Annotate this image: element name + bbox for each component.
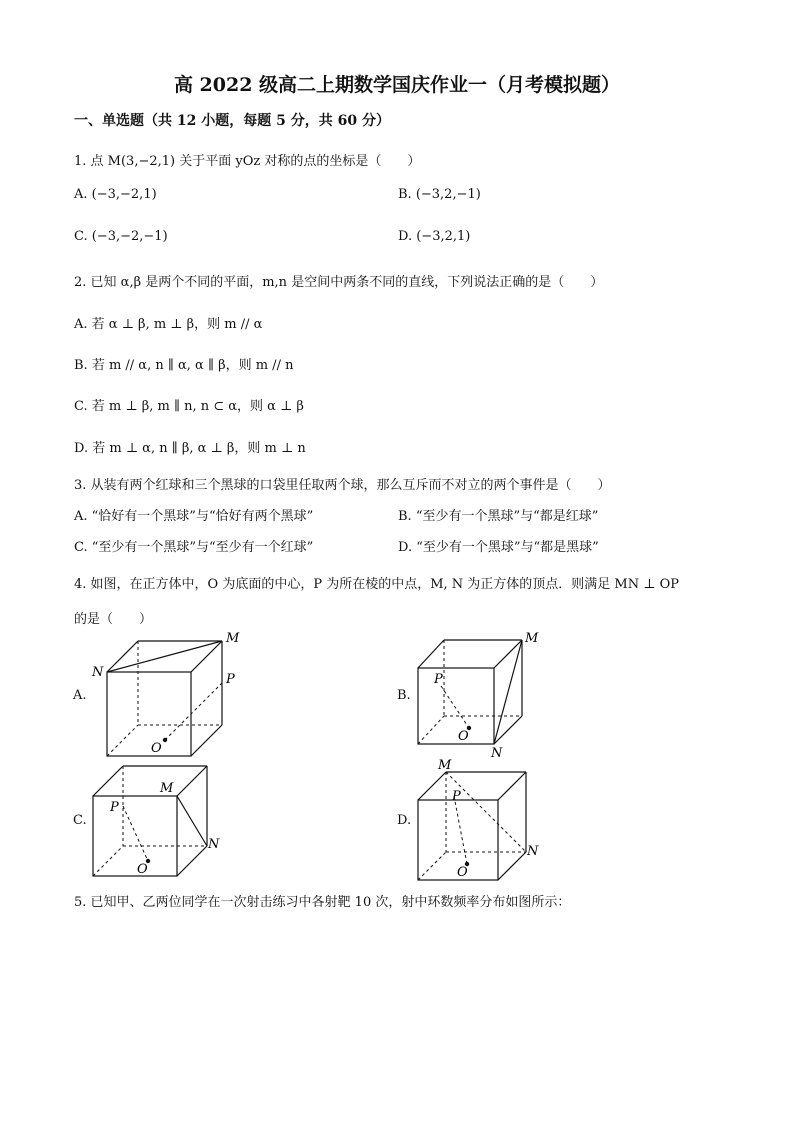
point-n-label: N [92,665,104,680]
point-m-label: M [160,781,174,796]
q4-label-c: C. [73,813,87,828]
point-o-label: O [137,862,148,877]
point-n-label: N [491,746,503,761]
q1-option-b: B. (−3,2,−1) [398,187,481,202]
q1-option-a: A. (−3,−2,1) [74,187,157,202]
q4-stem: 4. 如图，在正方体中，O 为底面的中心，P 为所在棱的中点，M, N 为正方体的顶点．则满足 MN ⊥ OP [74,577,680,592]
q5-stem: 5. 已知甲、乙两位同学在一次射击练习中各射靶 10 次，射中环数频率分布如图所示： [74,895,571,910]
point-p-label: P [226,672,235,687]
q4-figure-a-cube [85,628,255,763]
point-o-label: O [457,865,468,880]
point-o-label: O [151,741,162,756]
point-o-label: O [458,729,469,744]
q4-figure-d-cube [405,758,555,883]
q3-stem: 3. 从装有两个红球和三个黑球的口袋里任取两个球，那么互斥而不对立的两个事件是（ ） [74,478,611,493]
point-n-label: N [208,837,220,852]
q4-figure-b-cube [405,628,555,763]
q2-option-b: B. 若 m // α, n ∥ α, α ∥ β，则 m // n [74,358,294,373]
q2-option-c: C. 若 m ⊥ β, m ∥ n, n ⊂ α，则 α ⊥ β [74,399,304,414]
q2-option-a: A. 若 α ⊥ β, m ⊥ β，则 m // α [74,317,263,332]
q4-figure-c-cube [80,758,230,883]
q4-label-a: A. [73,688,87,703]
point-p-label: P [110,800,119,815]
q4-label-b: B. [397,688,411,703]
point-m-label: M [438,758,452,773]
q3-option-d: D. “至少有一个黑球”与“都是黑球” [398,540,599,555]
q1-option-c: C. (−3,−2,−1) [74,229,168,244]
point-p-label: P [452,789,461,804]
point-m-label: M [226,631,240,646]
q3-option-b: B. “至少有一个黑球”与“都是红球” [398,509,599,524]
q3-option-a: A. “恰好有一个黑球”与“恰好有两个黑球” [74,509,314,524]
q2-option-d: D. 若 m ⊥ α, n ∥ β, α ⊥ β，则 m ⊥ n [74,441,306,456]
point-p-label: P [434,672,443,687]
point-n-label: N [527,844,539,859]
q4-stem-continued: 的是（ ） [74,612,153,627]
q1-option-d: D. (−3,2,1) [398,229,471,244]
point-m-label: M [525,631,539,646]
q1-stem: 1. 点 M(3,−2,1) 关于平面 yOz 对称的点的坐标是（ ） [74,154,421,169]
page-title: 高 2022 级高二上期数学国庆作业一（月考模拟题） [173,74,621,96]
q4-label-d: D. [397,813,412,828]
q3-option-c: C. “至少有一个黑球”与“至少有一个红球” [74,540,314,555]
section-heading: 一、单选题（共 12 小题，每题 5 分，共 60 分） [74,113,390,129]
q2-stem: 2. 已知 α,β 是两个不同的平面，m,n 是空间中两条不同的直线，下列说法正确的是（ ） [74,275,604,290]
